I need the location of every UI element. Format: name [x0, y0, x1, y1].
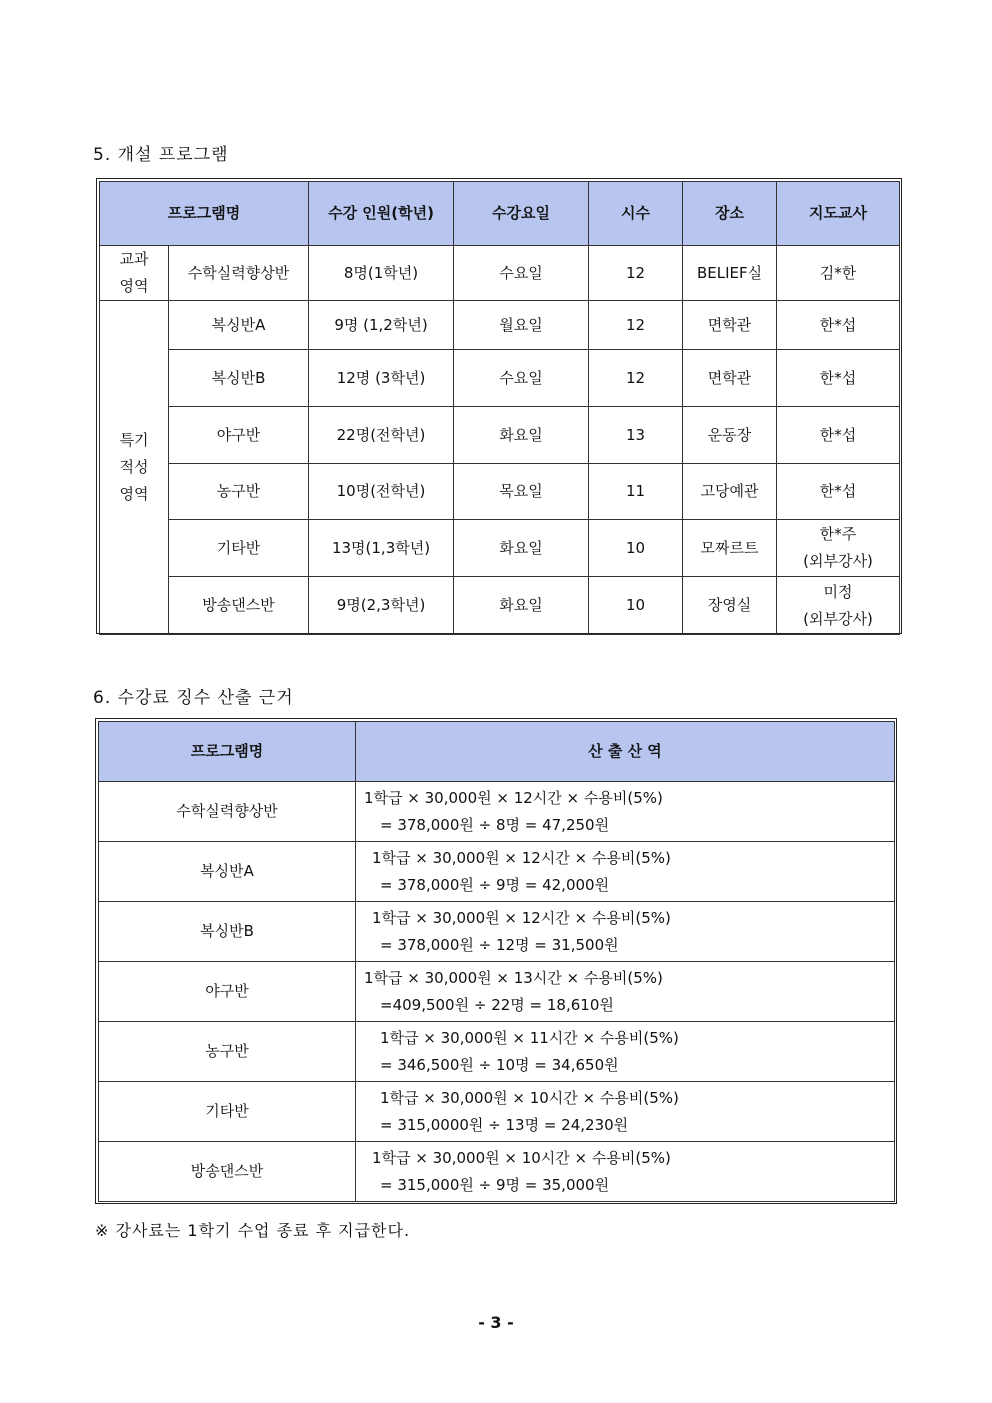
table-row: [100, 520, 900, 577]
place: 장영실: [683, 577, 777, 635]
day: 수요일: [454, 350, 589, 407]
group-label-talent: 특기 적성 영역: [100, 301, 169, 635]
program-table-header: [100, 182, 900, 246]
enrollment: 8명(1학년): [309, 246, 454, 301]
place: 고당예관: [683, 464, 777, 520]
program-name: 농구반: [99, 1022, 356, 1082]
teacher: 한*주 (외부강사): [777, 520, 900, 577]
program-name: 야구반: [99, 962, 356, 1022]
teacher: 김*한: [777, 246, 900, 301]
program-name: 수학실력향상반: [99, 782, 356, 842]
enrollment: 12명 (3학년): [309, 350, 454, 407]
program-name: 농구반: [169, 464, 309, 520]
calculation: 1학급 × 30,000원 × 11시간 × 수용비(5%) = 346,500원 ÷ 10명 = 34,650원: [356, 1022, 895, 1082]
table-row: [100, 407, 900, 464]
hours: 10: [589, 520, 683, 577]
teacher: 미정 (외부강사): [777, 577, 900, 635]
day: 목요일: [454, 464, 589, 520]
teacher: 한*섭: [777, 350, 900, 407]
program-name: 복싱반B: [169, 350, 309, 407]
day: 수요일: [454, 246, 589, 301]
calculation: 1학급 × 30,000원 × 12시간 × 수용비(5%) = 378,000원 ÷ 8명 = 47,250원: [356, 782, 895, 842]
fee-table: [98, 721, 895, 1202]
calculation: 1학급 × 30,000원 × 10시간 × 수용비(5%) = 315,000원 ÷ 9명 = 35,000원: [356, 1142, 895, 1202]
teacher: 한*섭: [777, 301, 900, 350]
program-table: [99, 181, 900, 635]
program-name: 방송댄스반: [99, 1142, 356, 1202]
table-row: [99, 842, 895, 902]
day: 화요일: [454, 577, 589, 635]
teacher: 한*섭: [777, 464, 900, 520]
payment-note: ※ 강사료는 1학기 수업 종료 후 지급한다.: [95, 1221, 411, 1240]
teacher: 한*섭: [777, 407, 900, 464]
program-name: 기타반: [169, 520, 309, 577]
calculation: 1학급 × 30,000원 × 12시간 × 수용비(5%) = 378,000원 ÷ 9명 = 42,000원: [356, 842, 895, 902]
header-place: 장소: [683, 182, 777, 246]
program-name: 기타반: [99, 1082, 356, 1142]
day: 월요일: [454, 301, 589, 350]
header-program-name: 프로그램명: [99, 722, 356, 782]
hours: 12: [589, 246, 683, 301]
place: 면학관: [683, 301, 777, 350]
fee-table-header: [99, 722, 895, 782]
header-hours: 시수: [589, 182, 683, 246]
program-name: 복싱반A: [99, 842, 356, 902]
day: 화요일: [454, 520, 589, 577]
table-row: [99, 902, 895, 962]
header-day: 수강요일: [454, 182, 589, 246]
hours: 11: [589, 464, 683, 520]
table-row: [100, 246, 900, 301]
fee-table-frame: [95, 718, 897, 1204]
header-enrollment: 수강 인원(학년): [309, 182, 454, 246]
program-name: 야구반: [169, 407, 309, 464]
calculation: 1학급 × 30,000원 × 12시간 × 수용비(5%) = 378,000원 ÷ 12명 = 31,500원: [356, 902, 895, 962]
program-name: 복싱반A: [169, 301, 309, 350]
day: 화요일: [454, 407, 589, 464]
table-row: [100, 301, 900, 350]
header-teacher: 지도교사: [777, 182, 900, 246]
place: BELIEF실: [683, 246, 777, 301]
enrollment: 9명(2,3학년): [309, 577, 454, 635]
header-program-name: 프로그램명: [100, 182, 309, 246]
table-row: [99, 1142, 895, 1202]
table-row: [100, 350, 900, 407]
group-label-subject: 교과 영역: [100, 246, 169, 301]
program-name: 방송댄스반: [169, 577, 309, 635]
program-name: 수학실력향상반: [169, 246, 309, 301]
enrollment: 9명 (1,2학년): [309, 301, 454, 350]
section-6-title: 6. 수강료 징수 산출 근거: [93, 688, 294, 708]
table-row: [99, 1022, 895, 1082]
calculation: 1학급 × 30,000원 × 10시간 × 수용비(5%) = 315,0000원 ÷ 13명 = 24,230원: [356, 1082, 895, 1142]
hours: 12: [589, 350, 683, 407]
header-calculation: 산 출 산 역: [356, 722, 895, 782]
hours: 13: [589, 407, 683, 464]
section-5-title: 5. 개설 프로그램: [93, 145, 229, 165]
place: 운동장: [683, 407, 777, 464]
enrollment: 22명(전학년): [309, 407, 454, 464]
table-row: [99, 782, 895, 842]
program-name: 복싱반B: [99, 902, 356, 962]
table-row: [100, 464, 900, 520]
program-table-frame: [96, 178, 902, 634]
table-row: [100, 577, 900, 635]
table-row: [99, 962, 895, 1022]
calculation: 1학급 × 30,000원 × 13시간 × 수용비(5%) =409,500원 ÷ 22명 = 18,610원: [356, 962, 895, 1022]
enrollment: 13명(1,3학년): [309, 520, 454, 577]
place: 모짜르트: [683, 520, 777, 577]
hours: 10: [589, 577, 683, 635]
place: 면학관: [683, 350, 777, 407]
hours: 12: [589, 301, 683, 350]
enrollment: 10명(전학년): [309, 464, 454, 520]
table-row: [99, 1082, 895, 1142]
page-number: - 3 -: [478, 1313, 514, 1332]
